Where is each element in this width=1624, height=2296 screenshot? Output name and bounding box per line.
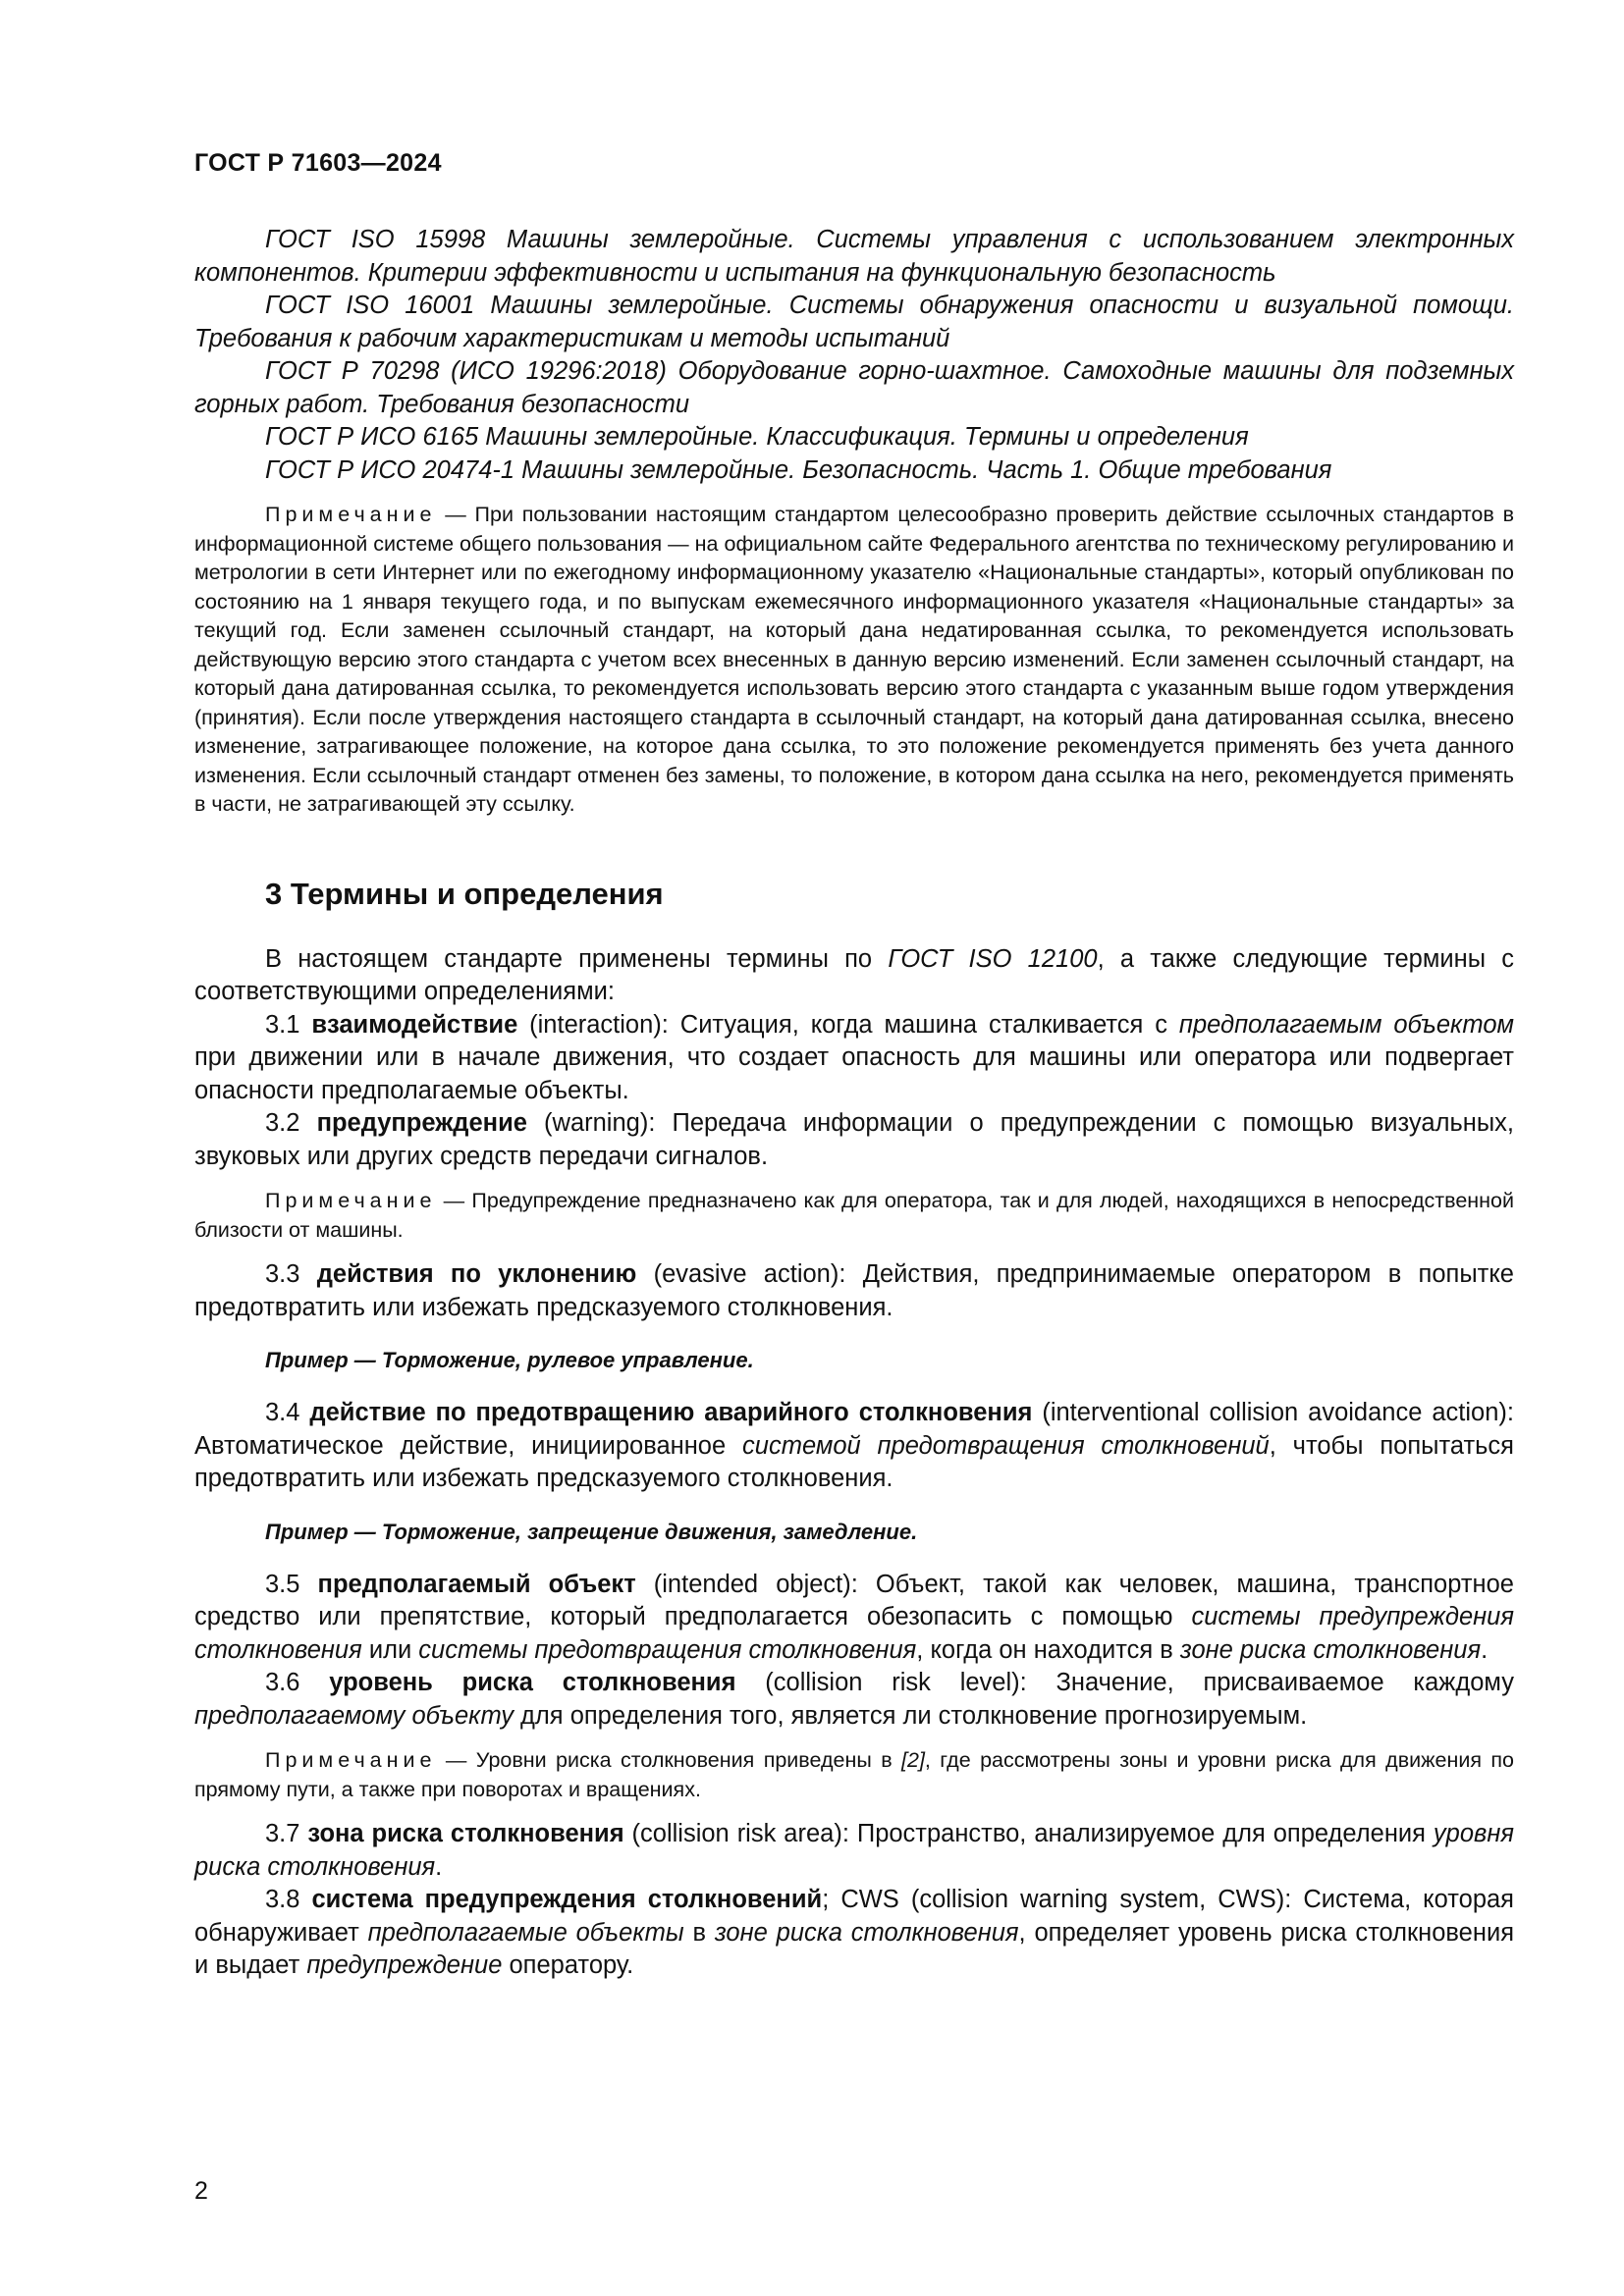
example-3-3: Пример — Торможение, рулевое управление. [265,1348,754,1372]
bibliography-ref: [2] [901,1748,925,1772]
term-name: взаимодействие [311,1010,518,1039]
term-name: система предупреждения столкновений [311,1886,823,1913]
term-3-2: 3.2 предупреждение (warning): Передача информации о предупреждении с помощью визуальных, звуковых или других средств передачи сигналов. [194,1109,1514,1170]
note-label: Примечание [265,1748,437,1772]
note-3-6: Примечание — Уровни риска столкновения приведены в [2], где рассмотрены зоны и уровни риска для движения по прямому пути, а также при поворотах и вращениях. [194,1748,1514,1801]
note-label: Примечание [265,503,437,526]
term-name: предупреждение [316,1109,527,1137]
term-3-7: 3.7 зона риска столкновения (collision risk area): Пространство, анализируемое для определения уровня риска столкновения. [194,1820,1514,1881]
reference-link: ГОСТ ISO 12100 [888,944,1098,973]
normative-reference: ГОСТ Р ИСО 6165 Машины землеройные. Классификация. Термины и определения [265,423,1249,451]
term-name: предполагаемый объект [317,1570,636,1598]
normative-reference: ГОСТ Р ИСО 20474-1 Машины землеройные. Безопасность. Часть 1. Общие требования [265,455,1332,484]
note-references: Примечание — При пользовании настоящим стандартом целесообразно проверить действие ссылочных стандартов в информационной системе общего пользования — на официальном сайте Федерального агентства по техническому регулированию и метрологии в сети Интернет или по ежегодному информационному указателю «Национальные стандарты», который опубликован по состоянию на 1 января текущего года, и по выпускам ежемесячного информационного указателя «Национальные стандарты» за текущий год. Если заменен ссылочный стандарт, на который дана недатированная ссылка, то рекомендуется использовать действующую версию этого стандарта с учетом всех внесенных в данную версию изменений. Если заменен ссылочный стандарт, на который дана датированная ссылка, то рекомендуется использовать версию этого стандарта с указанным выше годом утверждения (принятия). Если после утверждения настоящего стандарта в ссылочный стандарт, на который дана датированная ссылка, внесено изменение, затрагивающее положение, на которое дана ссылка, то это положение рекомендуется применять без учета данного изменения. Если ссылочный стандарт отменен без замены, то положение, в котором дана ссылка на него, рекомендуется применять в части, не затрагивающей эту ссылку. [194,503,1514,816]
section-title: 3 Термины и определения [265,876,664,911]
term-name: зона риска столкновения [307,1820,624,1847]
section-intro: В настоящем стандарте применены термины по ГОСТ ISO 12100, а также следующие термины с соответствующими определениями: [194,944,1515,1005]
term-name: уровень риска столкновения [329,1669,736,1696]
document-header: ГОСТ Р 71603—2024 [194,149,442,177]
term-3-8: 3.8 система предупреждения столкновений; CWS (collision warning system, CWS): Система, которая обнаруживает предполагаемые объекты в зоне риска столкновения, определяет уровень риска столкновения и выдает предупреждение оператору. [194,1886,1514,1979]
term-3-1: 3.1 взаимодействие (interaction): Ситуация, когда машина сталкивается с предполагаемым объектом при движении или в начале движения, что создает опасность для машины или оператора или подвергает опасности предполагаемые объекты. [194,1010,1514,1104]
normative-reference: ГОСТ Р 70298 (ИСО 19296:2018) Оборудование горно-шахтное. Самоходные машины для подземных горных работ. Требования безопасности [194,357,1514,418]
term-3-3: 3.3 действия по уклонению (evasive action): Действия, предпринимаемые оператором в попытке предотвратить или избежать предсказуемого столкновения. [194,1260,1514,1321]
term-3-5: 3.5 предполагаемый объект (intended object): Объект, такой как человек, машина, транспортное средство или препятствие, который предполагается обезопасить с помощью системы предупреждения столкновения или системы предотвращения столкновения, когда он находится в зоне риска столкновения. [194,1570,1514,1664]
document-body [194,224,1514,1983]
normative-reference: ГОСТ ISO 15998 Машины землеройные. Системы управления с использованием электронных компонентов. Критерии эффективности и испытания на функциональную безопасность [194,226,1514,287]
note-text: При пользовании настоящим стандартом целесообразно проверить действие ссылочных стандартов в информационной системе общего пользования — на официальном сайте Федерального агентства по техническому регулированию и метрологии в сети Интернет или по ежегодному информационному указателю «Национальные стандарты», который опубликован по состоянию на 1 января текущего года, и по выпускам ежемесячного информационного указателя «Национальные стандарты» за текущий год. Если заменен ссылочный стандарт, на который дана недатированная ссылка, то рекомендуется использовать действующую версию этого стандарта с учетом всех внесенных в данную версию изменений. Если заменен ссылочный стандарт, на который дана датированная ссылка, то рекомендуется использовать версию этого стандарта с указанным выше годом утверждения (принятия). Если после утверждения настоящего стандарта в ссылочный стандарт, на который дана датированная ссылка, внесено изменение, затрагивающее положение, на которое дана ссылка, то это положение рекомендуется применять без учета данного изменения. Если ссылочный стандарт отменен без замены, то положение, в котором дана ссылка на него, рекомендуется применять в части, не затрагивающей эту ссылку. [194,503,1514,816]
note-3-2: Примечание — Предупреждение предназначено как для оператора, так и для людей, находящихся в непосредственной близости от машины. [194,1189,1514,1242]
example-3-4: Пример — Торможение, запрещение движения, замедление. [265,1519,918,1544]
note-label: Примечание [265,1189,437,1212]
term-3-4: 3.4 действие по предотвращению аварийного столкновения (interventional collision avoidance action): Автоматическое действие, инициированное системой предотвращения столкновений, чтобы попытаться предотвратить или избежать предсказуемого столкновения. [194,1399,1514,1492]
term-3-6: 3.6 уровень риска столкновения (collision risk level): Значение, присваиваемое каждому предполагаемому объекту для определения того, является ли столкновение прогнозируемым. [194,1669,1514,1730]
page-number: 2 [194,2177,208,2205]
normative-reference: ГОСТ ISO 16001 Машины землеройные. Системы обнаружения опасности и визуальной помощи. Требования к рабочим характеристикам и методы испытаний [194,292,1514,352]
term-name: действия по уклонению [316,1260,637,1288]
term-name: действие по предотвращению аварийного столкновения [309,1399,1033,1426]
